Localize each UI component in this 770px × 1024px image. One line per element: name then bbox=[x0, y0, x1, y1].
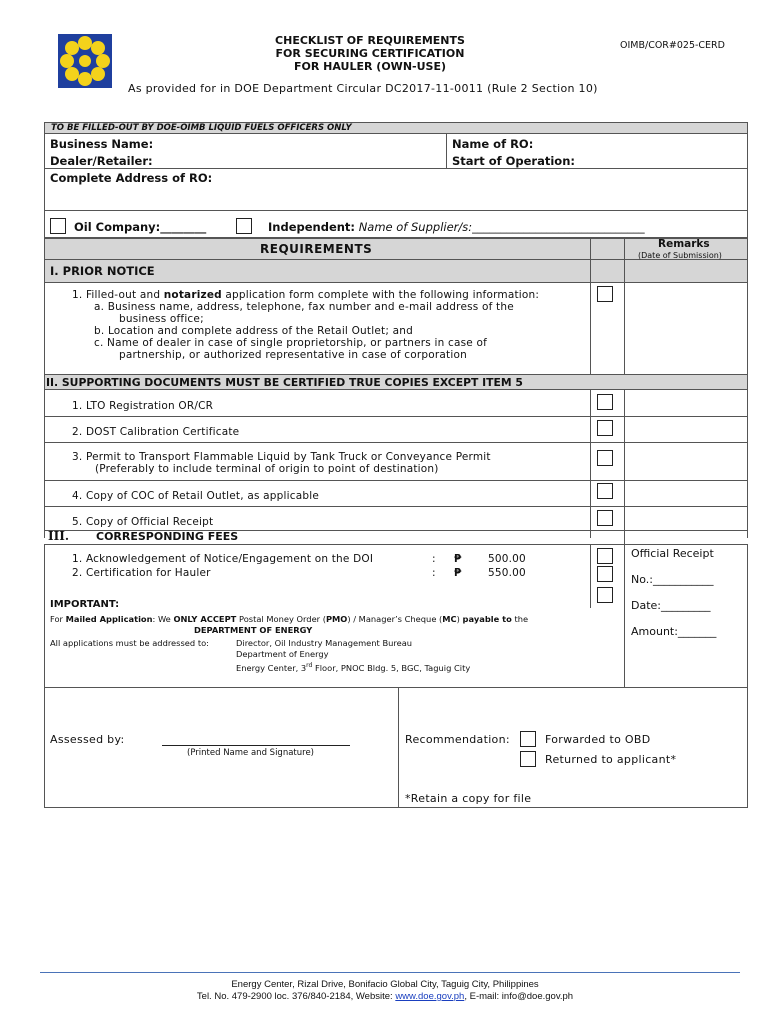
remarks-title: Remarks bbox=[658, 238, 710, 250]
req-item-1a: a. Business name, address, telephone, fax number and e-mail address of the bbox=[94, 301, 514, 313]
req2-item4: 4. Copy of COC of Retail Outlet, as applicable bbox=[72, 490, 320, 502]
receipt-date-field[interactable]: Date:_________ bbox=[631, 599, 711, 612]
requirements-title: REQUIREMENTS bbox=[260, 242, 373, 256]
req2-4-checkbox[interactable] bbox=[597, 483, 613, 499]
officer-bar: TO BE FILLED-OUT BY DOE-OIMB LIQUID FUELS OFFICERS ONLY bbox=[44, 122, 748, 134]
assessed-by-label: Assessed by: bbox=[50, 733, 125, 746]
name-of-ro-label: Name of RO: bbox=[452, 137, 534, 151]
receipt-amount-field[interactable]: Amount:_______ bbox=[631, 625, 717, 638]
forwarded-checkbox[interactable] bbox=[520, 731, 536, 747]
returned-checkbox[interactable] bbox=[520, 751, 536, 767]
req2-5-checkbox[interactable] bbox=[597, 510, 613, 526]
req2-2-checkbox[interactable] bbox=[597, 420, 613, 436]
mailed-application-note: For Mailed Application: We ONLY ACCEPT Postal Money Order (PMO) / Manager’s Cheque (MC) payable to the bbox=[50, 614, 529, 624]
req2-item5: 5. Copy of Official Receipt bbox=[72, 516, 214, 528]
form-code: OIMB/COR#025-CERD bbox=[620, 40, 725, 51]
oil-company-checkbox[interactable] bbox=[50, 218, 66, 234]
independent-label: Independent: Name of Supplier/s:______________________________ bbox=[268, 220, 645, 234]
section3-roman: III. bbox=[48, 529, 70, 543]
fee2-amount: 550.00 bbox=[488, 567, 526, 579]
footer-contact: Tel. No. 479-2900 loc. 376/840-2184, Website: www.doe.gov.ph, E-mail: info@doe.gov.ph bbox=[196, 991, 574, 1002]
returned-label: Returned to applicant* bbox=[545, 753, 677, 766]
addressed-to-label: All applications must be addressed to: bbox=[50, 638, 209, 648]
assessment-box bbox=[44, 688, 748, 808]
website-link[interactable]: www.doe.gov.ph bbox=[395, 991, 465, 1002]
document-title: CHECKLIST OF REQUIREMENTS FOR SECURING CERTIFICATION FOR HAULER (OWN-USE) bbox=[275, 34, 465, 73]
start-of-operation-label: Start of Operation: bbox=[452, 154, 575, 168]
remarks-subtitle: (Date of Submission) bbox=[638, 251, 722, 260]
req2-1-checkbox[interactable] bbox=[597, 394, 613, 410]
section3-heading: CORRESPONDING FEES bbox=[96, 530, 239, 543]
fee-checkbox-3[interactable] bbox=[597, 587, 613, 603]
recommendation-label: Recommendation: bbox=[405, 733, 510, 746]
req-item-1c-cont: partnership, or authorized representative in case of corporation bbox=[119, 349, 467, 361]
forwarded-label: Forwarded to OBD bbox=[545, 733, 651, 746]
fee1-label: 1. Acknowledgement of Notice/Engagement on the DOI bbox=[72, 553, 374, 565]
printed-name-caption: (Printed Name and Signature) bbox=[187, 748, 314, 758]
independent-checkbox[interactable] bbox=[236, 218, 252, 234]
fee1-amount: 500.00 bbox=[488, 553, 526, 565]
section1-heading: I. PRIOR NOTICE bbox=[50, 264, 155, 278]
req2-item3: 3. Permit to Transport Flammable Liquid by Tank Truck or Conveyance Permit bbox=[72, 451, 491, 463]
important-label: IMPORTANT: bbox=[50, 599, 120, 610]
fee-checkbox-1[interactable] bbox=[597, 548, 613, 564]
footer-address: Energy Center, Rizal Drive, Bonifacio Global City, Taguig City, Philippines bbox=[231, 979, 539, 990]
business-name-label: Business Name: bbox=[50, 137, 154, 151]
dealer-retailer-label: Dealer/Retailer: bbox=[50, 154, 153, 168]
circular-reference: As provided for in DOE Department Circular DC2017-11-0011 (Rule 2 Section 10) bbox=[128, 82, 598, 95]
footer-divider bbox=[40, 972, 740, 973]
fee2-label: 2. Certification for Hauler bbox=[72, 567, 211, 579]
req-item-1c: c. Name of dealer in case of single proprietorship, or partners in case of bbox=[94, 337, 488, 349]
req2-item1: 1. LTO Registration OR/CR bbox=[72, 400, 214, 412]
fee-checkbox-2[interactable] bbox=[597, 566, 613, 582]
req2-3-checkbox[interactable] bbox=[597, 450, 613, 466]
req1-checkbox[interactable] bbox=[597, 286, 613, 302]
req2-item3-note: (Preferably to include terminal of origin to point of destination) bbox=[95, 463, 439, 475]
req-item-1a-cont: business office; bbox=[119, 313, 204, 325]
oil-company-label: Oil Company:________ bbox=[74, 220, 207, 234]
doe-logo bbox=[58, 34, 112, 88]
retain-copy-note: *Retain a copy for file bbox=[405, 792, 532, 805]
department-of-energy: DEPARTMENT OF ENERGY bbox=[194, 625, 313, 635]
complete-address-label: Complete Address of RO: bbox=[50, 171, 213, 185]
req-item-1b: b. Location and complete address of the Retail Outlet; and bbox=[94, 325, 413, 337]
receipt-no-field[interactable]: No.:___________ bbox=[631, 573, 714, 586]
signature-line[interactable] bbox=[162, 745, 350, 746]
mailing-address: Director, Oil Industry Management Bureau Department of Energy Energy Center, 3rd Floor, PNOC Bldg. 5, BGC, Taguig City bbox=[236, 638, 471, 673]
official-receipt-label: Official Receipt bbox=[631, 547, 714, 560]
section2-heading: II. SUPPORTING DOCUMENTS MUST BE CERTIFIED TRUE COPIES EXCEPT ITEM 5 bbox=[46, 376, 523, 389]
req2-item2: 2. DOST Calibration Certificate bbox=[72, 426, 240, 438]
